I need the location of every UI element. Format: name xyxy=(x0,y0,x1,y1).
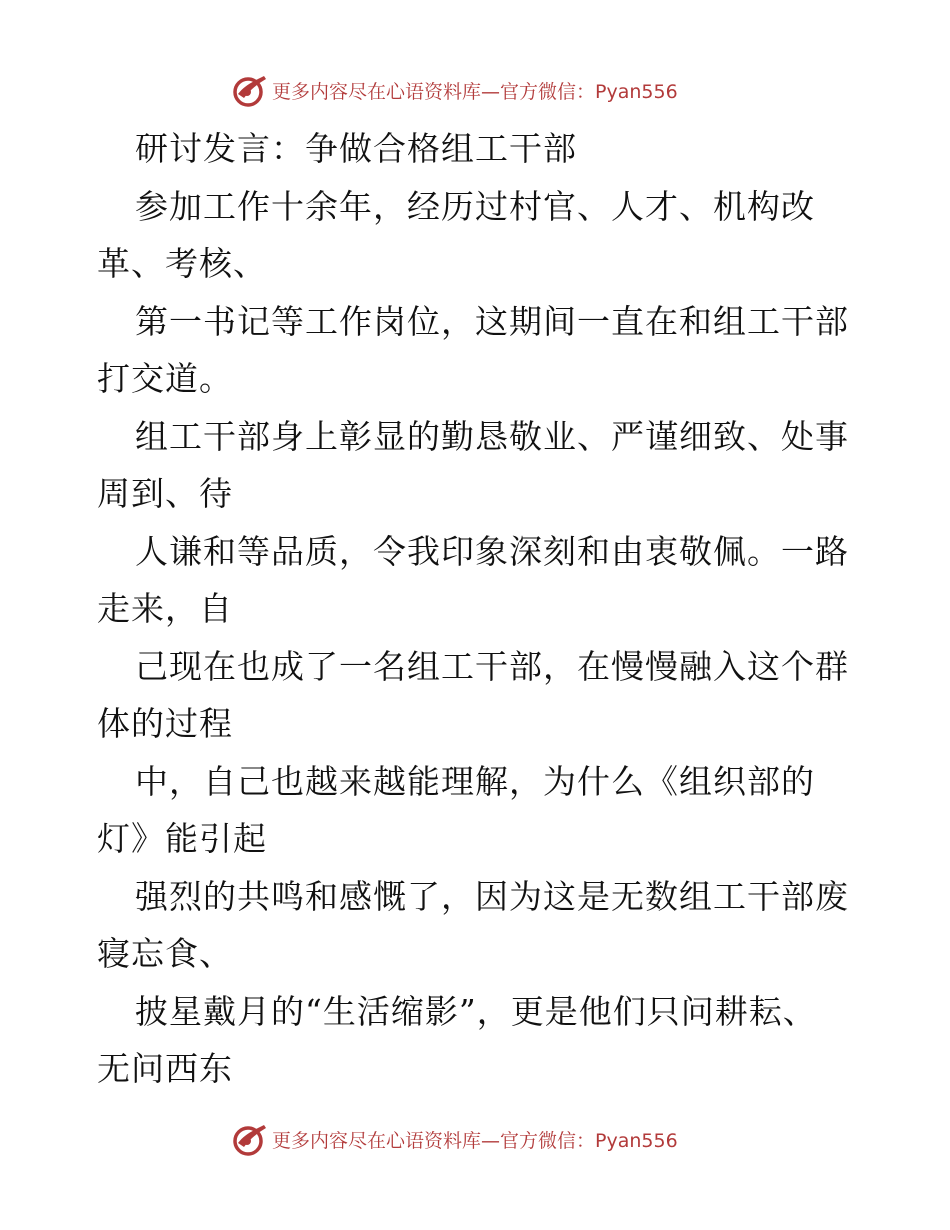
paragraph-line: 体的过程 xyxy=(97,704,233,743)
paragraph-line: 强烈的共鸣和感慨了，因为这是无数组工干部废 xyxy=(135,876,849,916)
paragraph-line: 灯》能引起 xyxy=(97,819,267,858)
paragraph-line: 寝忘食、 xyxy=(97,934,233,973)
paragraph-line: 无问西东 xyxy=(97,1049,233,1088)
paragraph-line: 革、考核、 xyxy=(97,244,267,283)
header-banner-text: 更多内容尽在心语资料库—官方微信：Pyan556 xyxy=(272,80,678,103)
brush-pen-circle-icon xyxy=(232,1121,268,1157)
paragraph-line: 组工干部身上彰显的勤恳敬业、严谨细致、处事 xyxy=(135,416,849,456)
header-banner xyxy=(232,70,712,110)
paragraph-line: 中，自己也越来越能理解，为什么《组织部的 xyxy=(135,761,815,801)
paragraph-line: 人谦和等品质，令我印象深刻和由衷敬佩。一路 xyxy=(135,531,849,571)
footer-banner xyxy=(232,1119,712,1159)
footer-banner-text: 更多内容尽在心语资料库—官方微信：Pyan556 xyxy=(272,1129,678,1152)
brush-pen-circle-icon xyxy=(232,72,268,108)
paragraph-line: 第一书记等工作岗位，这期间一直在和组工干部 xyxy=(135,301,849,341)
document-body xyxy=(97,120,887,1098)
paragraph-line: 走来，自 xyxy=(97,589,233,628)
paragraph-line: 己现在也成了一名组工干部，在慢慢融入这个群 xyxy=(135,646,849,686)
paragraph-line: 周到、待 xyxy=(97,474,233,513)
paragraph-line: 打交道。 xyxy=(97,359,233,398)
paragraph-line: 参加工作十余年，经历过村官、人才、机构改 xyxy=(135,186,815,226)
paragraph-line: 披星戴月的“生活缩影”，更是他们只问耕耘、 xyxy=(135,991,817,1031)
document-title: 研讨发言：争做合格组工干部 xyxy=(135,129,577,168)
